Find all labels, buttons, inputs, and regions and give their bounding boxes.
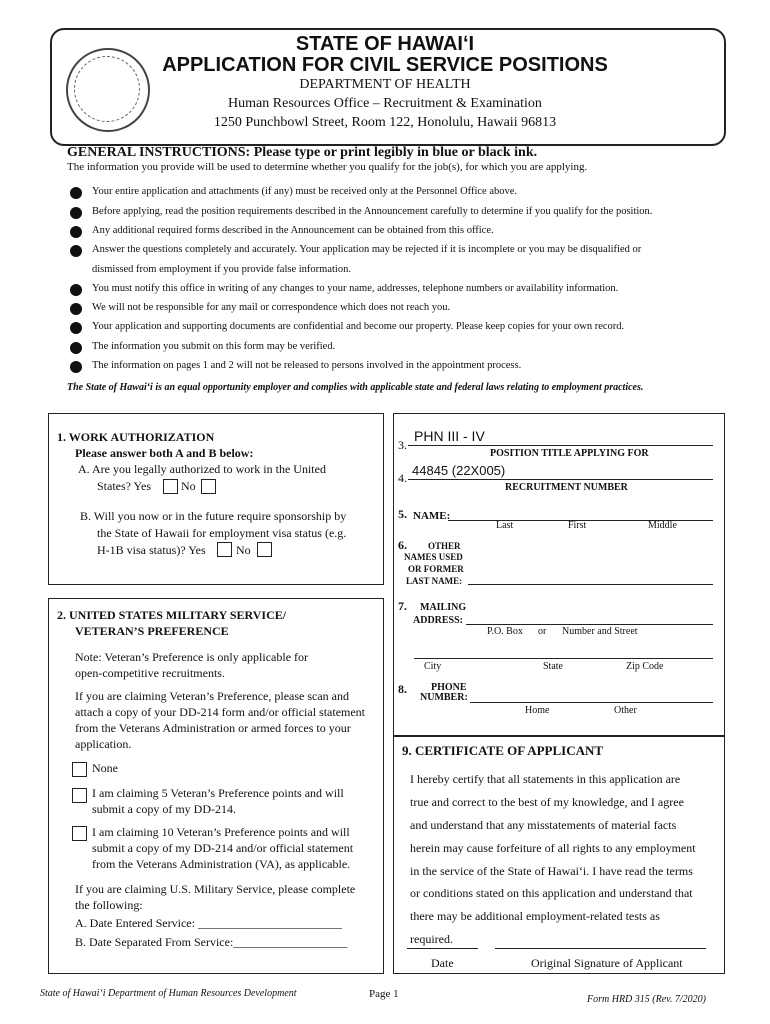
work-auth-yes-checkbox[interactable] [163,479,178,494]
bullet-icon [70,284,82,296]
field-6-number: 6. [398,538,407,552]
other-names-label-line2: NAMES USED [404,552,463,562]
question-b-line2: the State of Hawaii for employment visa status (e.g. [97,526,347,540]
signature-label: Original Signature of Applicant [531,956,683,970]
no-label: No [181,479,196,493]
military-instruction: If you are claiming U.S. Military Service, please complete [75,882,356,896]
veteran-5-points-checkbox[interactable] [72,788,87,803]
date-signature-field[interactable] [407,948,478,949]
sponsorship-no-checkbox[interactable] [257,542,272,557]
veteran-10-points-checkbox[interactable] [72,826,87,841]
office-name: Human Resources Office – Recruitment & Examination [228,96,542,111]
section-2-title: 2. UNITED STATES MILITARY SERVICE/ [57,608,287,622]
name-label: NAME: [413,510,451,522]
section-2-title-line2: VETERAN’S PREFERENCE [75,624,229,638]
phone-label-line2: NUMBER: [420,692,468,703]
city-label: City [424,661,442,672]
form-title: APPLICATION FOR CIVIL SERVICE POSITIONS [162,54,608,76]
other-phone-label: Other [614,705,637,716]
field-7-number: 7. [398,599,407,613]
eeo-statement: The State of Hawaiʻi is an equal opportunity employer and complies with applicable state and federal laws relating to employment practices. [67,382,644,393]
question-a-line1: A. Are you legally authorized to work in the United [78,462,326,476]
bullet-icon [70,226,82,238]
footer-agency: State of Hawaiʻi Department of Human Resources Development [40,988,297,999]
bullet-icon [70,207,82,219]
position-title-line [408,445,713,446]
mailing-address-label: MAILING [420,602,467,613]
form-title-state: STATE OF HAWAIʻI [295,33,475,55]
instruction-item-continued: dismissed from employment if you provide false information. [92,264,351,275]
bullet-icon [70,303,82,315]
instruction-item: The information you submit on this form may be verified. [92,341,336,352]
veteran-5-points-label-line2: submit a copy of my DD-214. [92,802,236,816]
bullet-icon [70,361,82,373]
question-b-line1: B. Will you now or in the future require sponsorship by [80,509,347,523]
question-a-line2: States? Yes [97,479,152,493]
instruction-item: Your entire application and attachments (if any) must be received only at the Personnel Office above. [92,186,518,197]
veteran-note: Note: Veteran’s Preference is only applicable for [75,650,309,664]
certificate-text: or conditions stated on this application and understand that [410,886,693,900]
last-name-label: Last [496,520,514,531]
recruitment-number-line [408,479,713,480]
position-title-value[interactable]: PHN III - IV [414,428,485,444]
applicant-signature-field[interactable] [495,948,706,949]
field-8-number: 8. [398,682,407,696]
section-1-title: 1. WORK AUTHORIZATION [57,430,215,444]
bullet-icon [70,342,82,354]
middle-name-label: Middle [648,520,677,531]
other-names-label: OTHER [428,541,461,551]
certificate-text: in the service of the State of Hawaiʻi. I have read the terms [410,864,693,878]
veteran-5-points-label: I am claiming 5 Veteran’s Preference points and will [92,786,344,800]
or-label: or [538,626,547,637]
other-names-label-line4: LAST NAME: [406,576,463,586]
date-separated-service-field[interactable]: B. Date Separated From Service:___________________ [75,935,348,949]
date-label: Date [431,956,454,970]
position-title-label: POSITION TITLE APPLYING FOR [490,448,649,459]
veteran-10-points-label: I am claiming 10 Veteran’s Preference points and will [92,825,350,839]
question-b-line3: H-1B visa status)? Yes [97,543,206,557]
bullet-icon [70,322,82,334]
instructions-heading: GENERAL INSTRUCTIONS: Please type or print legibly in blue or black ink. [67,145,538,160]
certificate-text: and understand that any misstatements of material facts [410,818,677,832]
veteran-instruction: attach a copy of your DD-214 form and/or official statement [75,705,366,719]
instruction-item: Any additional required forms described in the Announcement can be obtained from this office. [92,225,494,236]
form-number: Form HRD 315 (Rev. 7/2020) [587,994,706,1005]
certificate-text: there may be additional employment-related tests as [410,909,660,923]
certificate-text: herein may cause forfeiture of all rights to any employment [410,841,696,855]
city-state-zip-field[interactable] [414,658,713,659]
bullet-icon [70,245,82,257]
work-auth-no-checkbox[interactable] [201,479,216,494]
military-instruction-line2: the following: [75,898,143,912]
recruitment-number-value[interactable]: 44845 (22X005) [412,463,506,478]
state-label: State [543,661,563,672]
date-entered-service-field[interactable]: A. Date Entered Service: ________________________ [75,916,342,930]
certificate-text: I hereby certify that all statements in this application are [410,772,681,786]
instruction-item: We will not be responsible for any mail or correspondence which does not reach you. [92,302,451,313]
veteran-instruction: If you are claiming Veteran’s Preference, please scan and [75,689,349,703]
instruction-item: You must notify this office in writing of any changes to your name, addresses, telephone numbers or availability information. [92,283,619,294]
certificate-text: true and correct to the best of my knowledge, and I agree [410,795,684,809]
instruction-item: Answer the questions completely and accurately. Your application may be rejected if it is incomplete or you may be disqualified or [92,244,642,255]
zip-label: Zip Code [626,661,664,672]
po-box-label: P.O. Box [487,626,523,637]
sponsorship-yes-checkbox[interactable] [217,542,232,557]
instruction-item: The information on pages 1 and 2 will not be released to persons involved in the appointment process. [92,360,522,371]
street-label: Number and Street [562,626,638,637]
phone-number-field[interactable] [470,702,713,703]
instruction-item: Your application and supporting documents are confidential and become our property. Please keep copies for your own record. [92,321,625,332]
recruitment-number-label: RECRUITMENT NUMBER [505,482,628,493]
first-name-label: First [568,520,587,531]
veteran-none-label: None [92,761,118,775]
veteran-note-line2: open-competitive recruitments. [75,666,225,680]
field-3-number: 3. [398,438,407,452]
instruction-item: Before applying, read the position requirements described in the Announcement carefully to determine if you qualify for the position. [92,206,653,217]
home-phone-label: Home [525,705,550,716]
instructions-subheading: The information you provide will be used to determine whether you qualify for the job(s), for which you are applying. [67,161,588,173]
veteran-none-checkbox[interactable] [72,762,87,777]
veteran-instruction: application. [75,737,132,751]
section-9-title: 9. CERTIFICATE OF APPLICANT [402,743,604,758]
other-names-field[interactable] [468,584,713,585]
mailing-address-label-line2: ADDRESS: [413,615,464,626]
section-1-instruction: Please answer both A and B below: [75,446,254,460]
mailing-address-field[interactable] [466,624,713,625]
veteran-10-points-label-line2: submit a copy of my DD-214 and/or official statement [92,841,354,855]
page-number: Page 1 [369,988,399,1000]
veteran-10-points-label-line3: from the Veterans Administration (VA), as applicable. [92,857,351,871]
office-address: 1250 Punchbowl Street, Room 122, Honolulu, Hawaii 96813 [213,115,557,130]
bullet-icon [70,187,82,199]
field-5-number: 5. [398,507,407,521]
field-4-number: 4. [398,471,407,485]
department-name: DEPARTMENT OF HEALTH [299,77,471,92]
veteran-instruction: from the Veterans Administration or armed forces to your [75,721,351,735]
other-names-label-line3: OR FORMER [408,564,464,574]
phone-label: PHONE [431,682,467,693]
no-label: No [236,543,251,557]
certificate-text: required. [410,932,453,946]
